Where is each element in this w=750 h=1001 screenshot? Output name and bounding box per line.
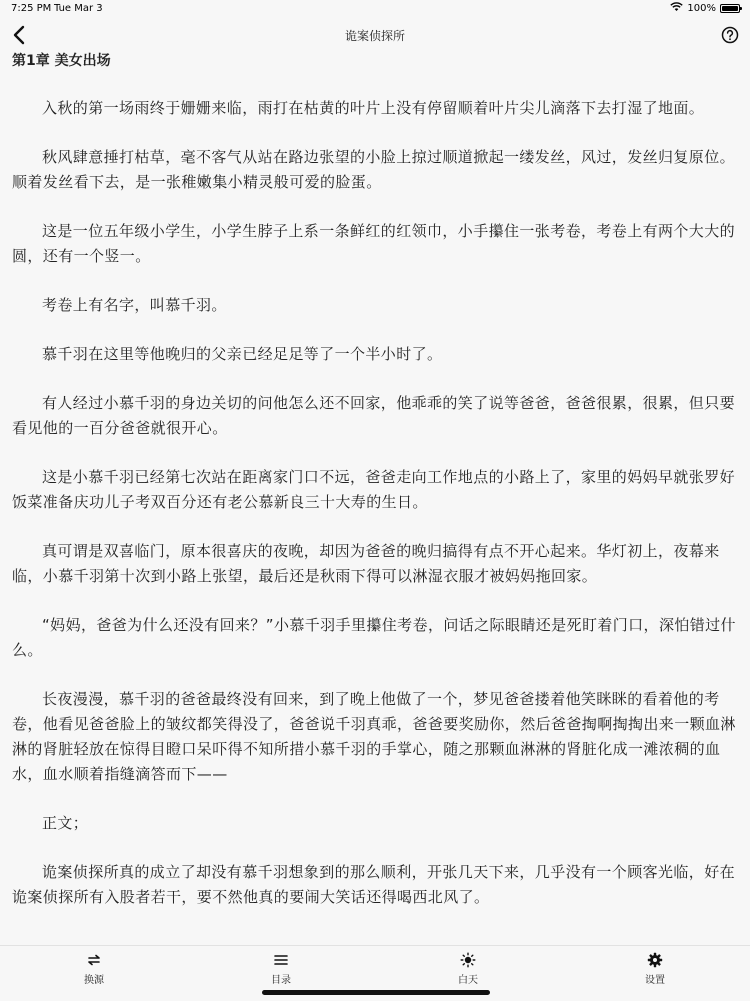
- change-source-button[interactable]: [54, 952, 134, 986]
- battery-icon: [720, 4, 740, 13]
- battery-percent: 100%: [687, 3, 716, 14]
- change-source-label: 换源: [84, 975, 104, 986]
- sun-icon: [428, 952, 508, 968]
- paragraph: “妈妈，爸爸为什么还没有回来？”小慕千羽手里攥住考卷，问话之际眼睛还是死盯着门口，深怕错过什么。: [12, 616, 736, 659]
- paragraph: 秋风肆意捶打枯草，毫不客气从站在路边张望的小脸上掠过顺道掀起一缕发丝，风过，发丝归复原位。顺着发丝看下去，是一张稚嫩集小精灵般可爱的脸蛋。: [12, 148, 736, 191]
- day-mode-label: 白天: [458, 975, 478, 986]
- help-icon[interactable]: [720, 25, 740, 45]
- home-indicator[interactable]: [262, 990, 490, 995]
- paragraph: 入秋的第一场雨终于姗姗来临，雨打在枯黄的叶片上没有停留顺着叶片尖儿滴落下去打湿了地面。: [42, 99, 705, 117]
- paragraph: 这是小慕千羽已经第七次站在距离家门口不远，爸爸走向工作地点的小路上了，家里的妈妈早就张罗好饭菜准备庆功儿子考双百分还有老公慕新良三十大寿的生日。: [12, 468, 736, 511]
- status-right: [670, 2, 740, 15]
- book-title: 诡案侦探所: [344, 29, 405, 43]
- paragraph: 有人经过小慕千羽的身边关切的问他怎么还不回家，他乖乖的笑了说等爸爸，爸爸很累，很累，但只要看见他的一百分爸爸就很开心。: [12, 394, 736, 437]
- status-bar: [0, 0, 750, 20]
- chapter-title: 第1章 美女出场: [12, 53, 111, 69]
- status-date: Tue Mar 3: [54, 3, 103, 14]
- paragraph: 慕千羽在这里等他晚归的父亲已经足足等了一个半小时了。: [42, 345, 443, 363]
- paragraph: 这是一位五年级小学生，小学生脖子上系一条鲜红的红领巾，小手攥住一张考卷，考卷上有两个大大的圆，还有一个竖一。: [12, 222, 736, 265]
- settings-label: 设置: [645, 975, 665, 986]
- paragraph: 真可谓是双喜临门，原本很喜庆的夜晚，却因为爸爸的晚归搞得有点不开心起来。华灯初上，夜幕来临，小慕千羽第十次到小路上张望，最后还是秋雨下得可以淋湿衣服才被妈妈拖回家。: [12, 542, 720, 585]
- paragraph: 正文；: [42, 814, 89, 832]
- swap-icon: [54, 952, 134, 968]
- nav-bar: [0, 20, 750, 50]
- paragraph: 长夜漫漫，慕千羽的爸爸最终没有回来，到了晚上他做了一个，梦见爸爸搂着他笑眯眯的看着他的考卷，他看见爸爸脸上的皱纹都笑得没了，爸爸说千羽真乖，爸爸要奖励你，然后爸爸掏啊掏掏出来一颗血淋淋的肾脏轻放在惊得目瞪口呆吓得不知所措小慕千羽的手掌心，随之那颗血淋淋的肾脏化成一滩浓稠的血水，血水顺着指缝滴答而下——: [12, 690, 736, 783]
- toc-label: 目录: [271, 975, 291, 986]
- wifi-icon: [670, 2, 683, 15]
- day-mode-button[interactable]: [428, 952, 508, 986]
- reading-content[interactable]: [12, 50, 736, 940]
- list-icon: [241, 952, 321, 968]
- settings-button[interactable]: [615, 952, 695, 986]
- paragraph: 诡案侦探所真的成立了却没有慕千羽想象到的那么顺利，开张几天下来，几乎没有一个顾客光临，好在诡案侦探所有入股者若干，要不然他真的要闹大笑话还得喝西北风了。: [12, 863, 736, 906]
- paragraph: 考卷上有名字，叫慕千羽。: [42, 296, 227, 314]
- table-of-contents-button[interactable]: [241, 952, 321, 986]
- status-time: 7:25 PM: [11, 3, 52, 14]
- gear-icon: [615, 952, 695, 968]
